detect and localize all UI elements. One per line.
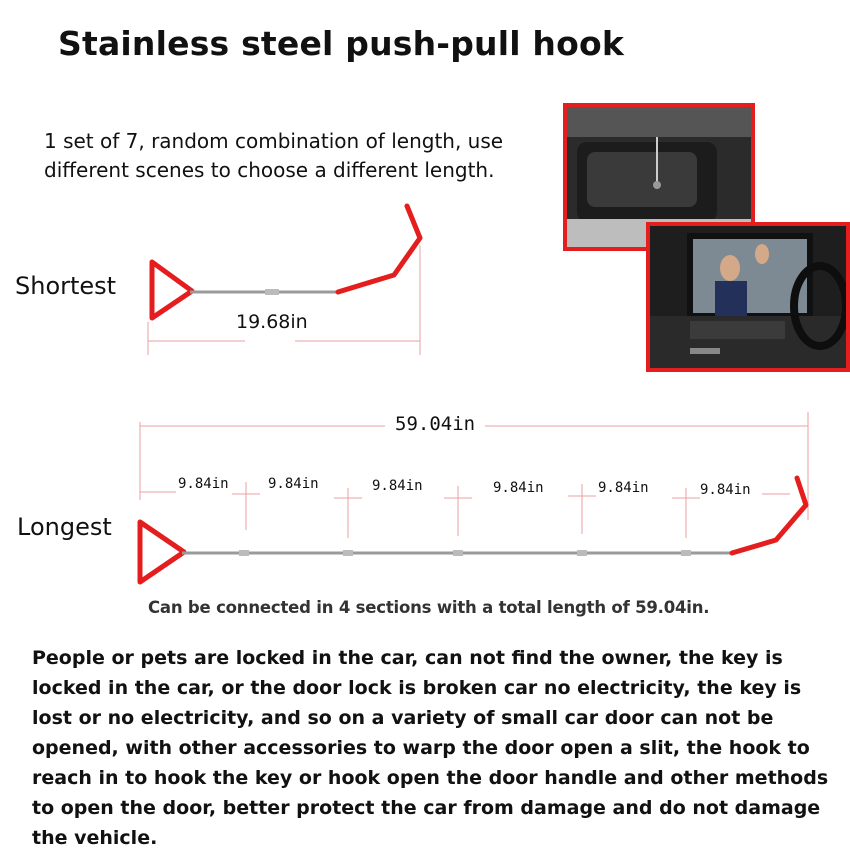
longest-hook-joint-1	[239, 550, 249, 556]
section-length-2: 9.84in	[268, 476, 319, 492]
section-length-1: 9.84in	[178, 476, 229, 492]
shortest-hook	[152, 206, 420, 318]
connection-caption: Can be connected in 4 sections with a total length of 59.04in.	[148, 598, 710, 617]
shortest-hook-tip	[338, 206, 420, 292]
longest-hook-joint-4	[577, 550, 587, 556]
shortest-dimension-line	[148, 245, 420, 355]
description-paragraph: People or pets are locked in the car, can not find the owner, the key is locked in the car, or the door lock is broken car no electricity, the key is lost or no electricity, and so on a variety of small car door can not be opened, with other accessories to warp the door open a slit, the hook to reach in to hook the key or hook open the door handle and other methods to open the door, better protect the car from damage and do not damage the vehicle.	[32, 647, 829, 849]
page-title: Stainless steel push-pull hook	[58, 24, 625, 63]
longest-label: Longest	[17, 513, 112, 541]
subtitle: 1 set of 7, random combination of length, use different scenes to choose a different length.	[44, 129, 504, 182]
shortest-label: Shortest	[15, 272, 117, 300]
longest-hook-joint-2	[343, 550, 353, 556]
total-length: 59.04in	[392, 413, 478, 435]
longest-hook-handle	[140, 522, 184, 582]
shortest-hook-handle	[152, 262, 192, 318]
section-length-6: 9.84in	[700, 482, 751, 498]
longest-hook-joint-3	[453, 550, 463, 556]
section-length-5: 9.84in	[598, 480, 649, 496]
shortest-hook-joint	[265, 289, 279, 295]
longest-hook-joint-5	[681, 550, 691, 556]
section-length-3: 9.84in	[372, 478, 423, 494]
shortest-length: 19.68in	[233, 311, 311, 333]
section-markers	[140, 482, 790, 538]
section-length-4: 9.84in	[493, 480, 544, 496]
